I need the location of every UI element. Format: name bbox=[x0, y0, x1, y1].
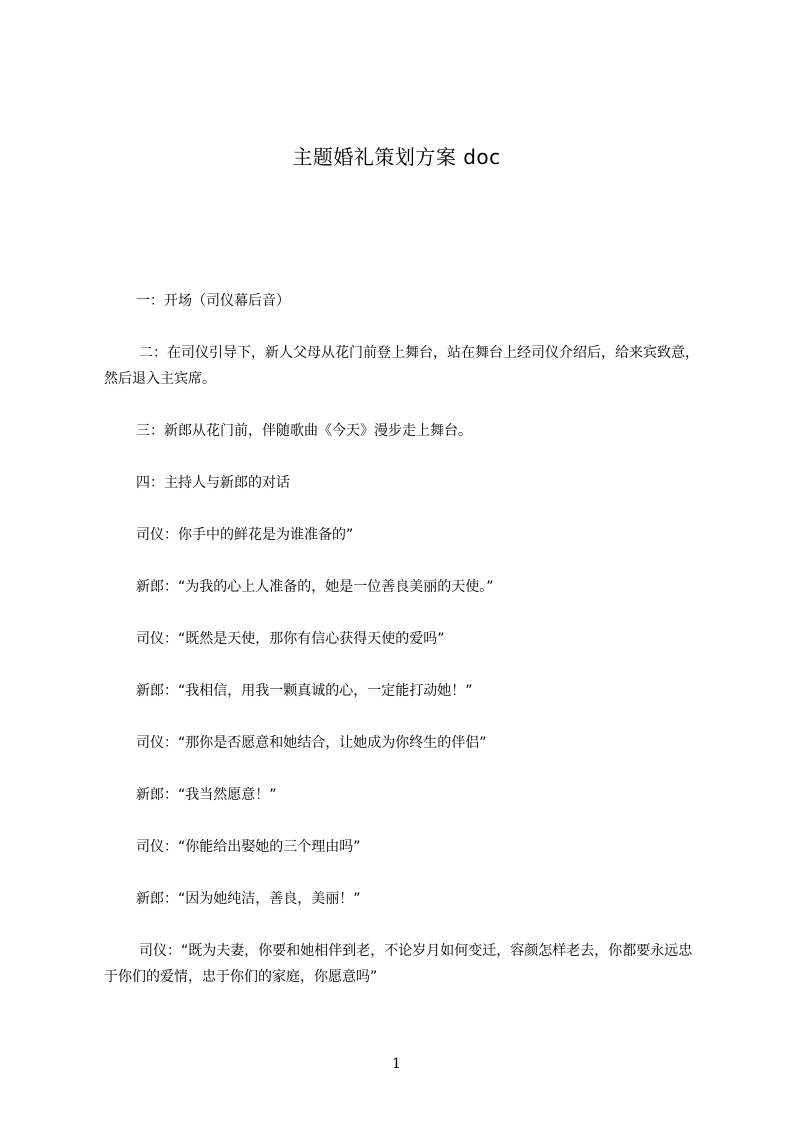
dialogue-line: 新郎：“我当然愿意！” bbox=[136, 787, 277, 803]
dialogue-line: 司仪：“既为夫妻，你要和她相伴到老，不论岁月如何变迁，容颜怎样老去，你都要永远忠于你们的爱情，忠于你们的家庭，你愿意吗” bbox=[104, 943, 693, 985]
dialogue-line: 新郎：“因为她纯洁，善良，美丽！” bbox=[136, 891, 361, 907]
paragraph-groom-entrance: 三：新郎从花门前，伴随歌曲《今天》漫步走上舞台。 bbox=[136, 423, 472, 439]
dialogue-line: 新郎：“为我的心上人准备的，她是一位善良美丽的天使。” bbox=[136, 579, 494, 595]
page-number: 1 bbox=[392, 1056, 401, 1072]
dialogue-line: 司仪：“那你是否愿意和她结合，让她成为你终生的伴侣” bbox=[136, 735, 487, 751]
paragraph-opening: 一：开场（司仪幕后音） bbox=[136, 293, 290, 309]
dialogue-line: 司仪：“既然是天使，那你有信心获得天使的爱吗” bbox=[136, 631, 445, 647]
paragraph-parents: 二：在司仪引导下，新人父母从花门前登上舞台，站在舞台上经司仪介绍后，给来宾致意，然后退入主宾席。 bbox=[104, 345, 699, 387]
dialogue-line: 司仪：你手中的鲜花是为谁准备的” bbox=[136, 527, 354, 543]
document-title: 主题婚礼策划方案 doc bbox=[292, 145, 501, 169]
document-body bbox=[104, 288, 704, 1016]
dialogue-line: 司仪：“你能给出娶她的三个理由吗” bbox=[136, 839, 361, 855]
paragraph-dialogue-heading: 四：主持人与新郎的对话 bbox=[136, 475, 290, 491]
dialogue-line: 新郎：“我相信，用我一颗真诚的心，一定能打动她！” bbox=[136, 683, 473, 699]
